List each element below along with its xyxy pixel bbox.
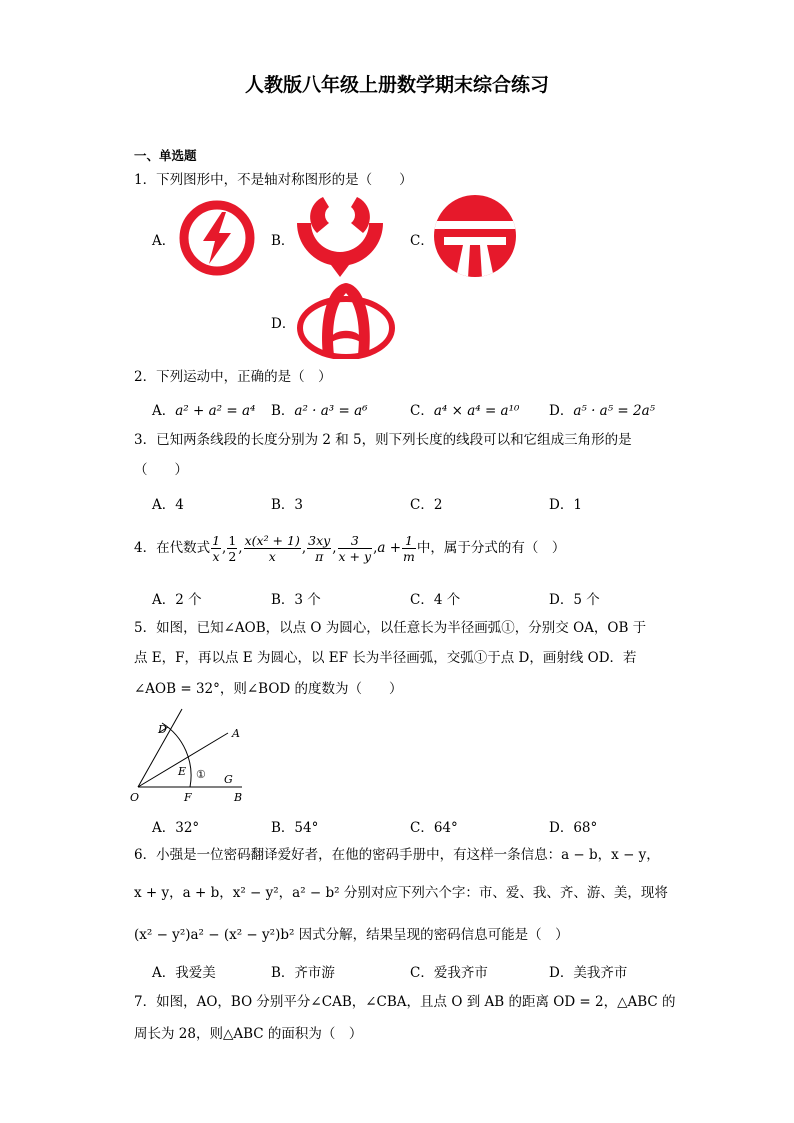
fraction-x-x2-plus-1-over-x: $\frac{\text{x(x² + 1)}}{x}$ xyxy=(244,533,300,564)
page-title: 人教版八年级上册数学期末综合练习 xyxy=(244,74,549,96)
question-3-stem: 3．已知两条线段的长度分别为 2 和 5，则下列长度的线段可以和它组成三角形的是 xyxy=(134,432,632,448)
fraction-1-over-x: $\frac{1}{x}$ xyxy=(212,533,221,564)
q3-option-a: A．4 xyxy=(152,497,184,513)
arch-logo-icon xyxy=(433,194,517,278)
question-7-line-1: 7．如图，AO，BO 分别平分∠CAB，∠CBA，且点 O 到 AB 的距离 OD = 2，△ABC 的 xyxy=(134,994,676,1010)
q1-option-a-label: A． xyxy=(152,233,176,249)
q6-option-c: C．爱我齐市 xyxy=(410,965,488,981)
car-logo-icon xyxy=(295,279,397,359)
question-5-line-1: 5．如图，已知∠AOB，以点 O 为圆心，以任意长为半径画弧①，分别交 OA，OB 于 xyxy=(134,620,647,636)
question-3-paren: （ ） xyxy=(134,462,188,478)
angle-construction-diagram xyxy=(128,705,252,805)
q4-option-d: D．5 个 xyxy=(549,592,600,608)
label-e: E xyxy=(178,765,187,778)
label-o: O xyxy=(130,791,140,804)
q1-option-d-label: D． xyxy=(271,316,296,332)
fraction-1-over-m: $\frac{1}{m}$ xyxy=(403,533,415,564)
question-5-line-2: 点 E，F，再以点 E 为圆心，以 EF 长为半径画弧，交弧①于点 D，画射线 OD．若 xyxy=(134,650,637,666)
label-b: B xyxy=(234,791,243,804)
label-g: G xyxy=(224,773,233,786)
q1-option-b-label: B． xyxy=(271,233,295,249)
question-4-stem: 4．在代数式 $\frac{1}{x}$ , $\frac{1}{2}$ , $\frac{\text{x(x² + 1)}}{x}$ , $\frac{3xy}{\pi}$ , $\frac{3}{x + y}$ ,a + $\frac{1}{m}$ 中，属于分式的有（ ） xyxy=(134,533,566,564)
q3-option-d: D．1 xyxy=(549,497,582,513)
question-5-line-3: ∠AOB = 32°，则∠BOD 的度数为（ ） xyxy=(134,681,403,697)
q5-option-a: A．32° xyxy=(152,820,200,836)
q3-option-b: B．3 xyxy=(271,497,304,513)
q5-option-d: D．68° xyxy=(549,820,598,836)
fraction-3-over-x-plus-y: $\frac{3}{x + y}$ xyxy=(338,533,372,564)
label-a: A xyxy=(232,727,240,740)
q4-option-b: B．3 个 xyxy=(271,592,321,608)
semicircle-logo-icon xyxy=(293,193,387,279)
q6-option-a: A．我爱美 xyxy=(152,965,216,981)
q4-option-a: A．2 个 xyxy=(152,592,202,608)
label-d: D xyxy=(158,723,167,736)
fraction-1-over-2: $\frac{1}{2}$ xyxy=(228,533,237,564)
q6-option-b: B．齐市游 xyxy=(271,965,335,981)
q5-option-c: C．64° xyxy=(410,820,458,836)
q2-option-c: C．a⁴ × a⁴ = a¹⁰ xyxy=(410,403,520,419)
section-heading: 一、单选题 xyxy=(134,148,197,163)
question-6-line-3: (x² − y²)a² − (x² − y²)b² 因式分解，结果呈现的密码信息可能是（ ） xyxy=(134,927,569,943)
q4-option-c: C．4 个 xyxy=(410,592,461,608)
q5-option-b: B．54° xyxy=(271,820,319,836)
question-6-line-2: x + y，a + b，x² − y²，a² − b² 分别对应下列六个字：市、爱、我、齐、游、美，现将 xyxy=(134,885,668,901)
label-arc-1: ① xyxy=(196,768,206,781)
fraction-3xy-over-pi: $\frac{3xy}{\pi}$ xyxy=(308,533,331,564)
label-f: F xyxy=(184,791,192,804)
q6-option-d: D．美我齐市 xyxy=(549,965,628,981)
q2-option-b: B．a² · a³ = a⁶ xyxy=(271,403,368,419)
question-6-line-1: 6．小强是一位密码翻译爱好者，在他的密码手册中，有这样一条信息：a − b，x − y， xyxy=(134,847,660,863)
q3-option-c: C．2 xyxy=(410,497,443,513)
q2-option-d: D．a⁵ · a⁵ = 2a⁵ xyxy=(549,403,656,419)
question-1-stem: 1．下列图形中，不是轴对称图形的是（ ） xyxy=(134,172,413,188)
question-2-stem: 2．下列运动中，正确的是（ ） xyxy=(134,369,332,385)
q2-option-a: A．a² + a² = a⁴ xyxy=(152,403,256,419)
lightning-logo-icon xyxy=(176,197,258,279)
q1-option-c-label: C． xyxy=(410,233,434,249)
question-7-line-2: 周长为 28，则△ABC 的面积为（ ） xyxy=(134,1026,363,1042)
